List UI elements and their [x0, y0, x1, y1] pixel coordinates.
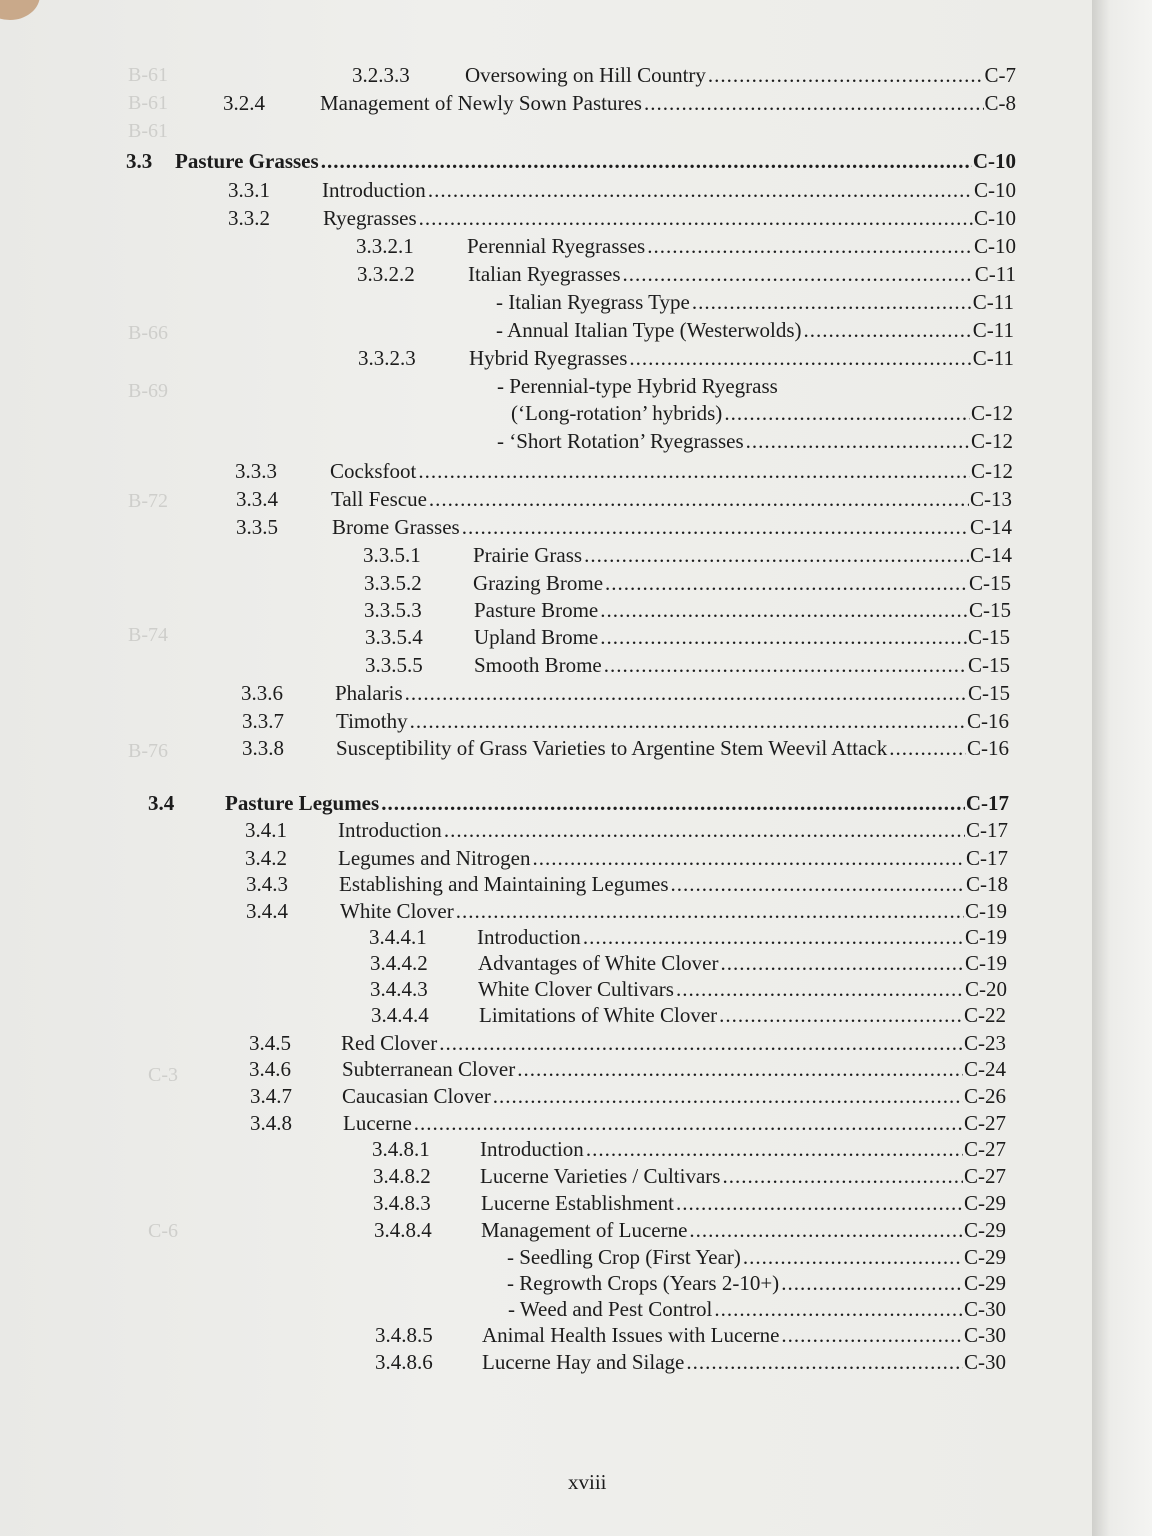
toc-entry-title: Lucerne — [343, 1111, 412, 1135]
toc-entry — [0, 1083, 1006, 1109]
dot-leader — [600, 597, 968, 623]
toc-entry-number: 3.4.8.1 — [372, 1137, 430, 1161]
toc-entry-page: C-14 — [970, 515, 1012, 539]
toc-entry — [0, 950, 1007, 976]
toc-entry-title: Italian Ryegrasses — [468, 262, 621, 286]
toc-entry-title: - Regrowth Crops (Years 2-10+) — [507, 1271, 780, 1295]
toc-entry-page: C-15 — [968, 625, 1010, 649]
toc-entry-number: 3.4.2 — [245, 846, 287, 870]
dot-leader — [629, 345, 971, 371]
toc-entry-title: Caucasian Clover — [342, 1084, 491, 1108]
dot-leader — [743, 1244, 963, 1270]
toc-entry-number: 3.4.3 — [246, 872, 288, 896]
toc-entry — [0, 177, 1016, 203]
toc-entry-number: 3.4.6 — [249, 1057, 291, 1081]
dot-leader — [584, 542, 969, 568]
toc-entry — [0, 90, 1016, 116]
show-through: B-61 — [128, 92, 168, 114]
toc-entry-number: 3.4.1 — [245, 818, 287, 842]
toc-entry-title: Upland Brome — [474, 625, 599, 649]
toc-entry-page: C-19 — [965, 951, 1007, 975]
toc-entry-number: 3.4.4.2 — [370, 951, 428, 975]
toc-entry-number: 3.3 — [126, 149, 153, 173]
toc-entry-title: Timothy — [336, 709, 408, 733]
toc-entry-page: C-19 — [965, 925, 1007, 949]
toc-entry-page: C-26 — [964, 1084, 1006, 1108]
toc-entry-number: 3.2.3.3 — [352, 63, 410, 87]
toc-entry — [0, 1002, 1006, 1028]
toc-entry — [0, 871, 1008, 897]
toc-entry-page: C-16 — [967, 709, 1009, 733]
page-number: xviii — [568, 1470, 607, 1494]
toc-entry-number: 3.3.5 — [236, 515, 278, 539]
toc-entry-number: 3.3.8 — [242, 736, 284, 760]
toc-entry-page: C-30 — [964, 1350, 1006, 1374]
toc-entry-number: 3.3.6 — [241, 681, 283, 705]
toc-entry — [0, 1030, 1006, 1056]
toc-entry — [0, 708, 1009, 734]
toc-entry-title: Hybrid Ryegrasses — [469, 346, 628, 370]
toc-entry-page: C-30 — [964, 1323, 1006, 1347]
toc-entry-title: Ryegrasses — [323, 206, 417, 230]
dot-leader — [586, 1136, 963, 1162]
dot-leader — [722, 1163, 963, 1189]
show-through: B-61 — [128, 64, 168, 86]
toc-entry — [0, 373, 1014, 399]
toc-entry — [0, 845, 1008, 871]
dot-leader — [720, 950, 964, 976]
toc-entry — [0, 1296, 1006, 1322]
toc-entry-title: Perennial Ryegrasses — [467, 234, 646, 258]
toc-entry-page: C-19 — [965, 899, 1007, 923]
toc-entry — [0, 1163, 1006, 1189]
dot-leader — [714, 1296, 963, 1322]
toc-entry-page: C-10 — [972, 149, 1016, 173]
dot-leader — [804, 317, 972, 343]
toc-entry-number: 3.4.4.3 — [370, 977, 428, 1001]
dot-leader — [583, 924, 964, 950]
toc-entry — [0, 735, 1009, 761]
toc-entry-title: White Clover — [340, 899, 454, 923]
dot-leader — [605, 570, 968, 596]
toc-entry — [0, 62, 1016, 88]
dot-leader — [462, 514, 969, 540]
dot-leader — [724, 400, 970, 426]
dot-leader — [600, 624, 967, 650]
show-through: B-69 — [128, 380, 168, 402]
dot-leader — [493, 1083, 963, 1109]
toc-entry-page: C-23 — [964, 1031, 1006, 1055]
toc-entry-title: - Seedling Crop (First Year) — [507, 1245, 741, 1269]
toc-entry-page: C-24 — [964, 1057, 1006, 1081]
toc-entry-page: C-10 — [974, 206, 1016, 230]
show-through: C-6 — [148, 1220, 178, 1242]
toc-entry-title: Management of Lucerne — [481, 1218, 688, 1242]
toc-entry-page: C-15 — [968, 681, 1010, 705]
toc-entry-title: - Annual Italian Type (Westerwolds) — [496, 318, 802, 342]
toc-entry-page: C-29 — [964, 1245, 1006, 1269]
dot-leader — [676, 1190, 963, 1216]
toc-entry-title: - Italian Ryegrass Type — [496, 290, 690, 314]
toc-entry-title: - Weed and Pest Control — [508, 1297, 713, 1321]
toc-entry-page: C-12 — [971, 429, 1013, 453]
toc-entry — [0, 289, 1014, 315]
toc-entry — [0, 624, 1010, 650]
toc-entry — [0, 1270, 1006, 1296]
toc-entry-page: C-8 — [984, 91, 1016, 115]
toc-entry-number: 3.4.8.3 — [373, 1191, 431, 1215]
toc-entry-number: 3.3.5.3 — [364, 598, 422, 622]
toc-entry-number: 3.4.8.2 — [373, 1164, 431, 1188]
toc-entry — [0, 924, 1007, 950]
toc-entry — [0, 514, 1012, 540]
dot-leader — [676, 976, 964, 1002]
toc-entry-title: Lucerne Hay and Silage — [482, 1350, 685, 1374]
toc-entry-page: C-11 — [972, 318, 1014, 342]
toc-entry-number: 3.3.5.4 — [365, 625, 423, 649]
toc-entry-page: C-14 — [970, 543, 1012, 567]
dot-leader — [623, 261, 974, 287]
toc-entry-number: 3.4.7 — [250, 1084, 292, 1108]
toc-entry — [0, 261, 1016, 287]
toc-entry-title: Prairie Grass — [473, 543, 583, 567]
toc-entry-title: - Perennial-type Hybrid Ryegrass — [497, 374, 778, 398]
toc-entry-number: 3.3.2.1 — [356, 234, 414, 258]
toc-entry — [0, 233, 1016, 259]
toc-entry-title: Grazing Brome — [473, 571, 604, 595]
toc-entry-title: Brome Grasses — [332, 515, 460, 539]
toc-entry — [0, 790, 1009, 816]
dot-leader — [410, 708, 966, 734]
toc-entry — [0, 542, 1012, 568]
show-through: B-72 — [128, 490, 168, 512]
toc-entry-title: Introduction — [322, 178, 426, 202]
dot-leader — [418, 458, 970, 484]
toc-entry — [0, 680, 1010, 706]
toc-entry-number: 3.3.2.3 — [358, 346, 416, 370]
toc-entry-title: Lucerne Varieties / Cultivars — [480, 1164, 721, 1188]
toc-entry-number: 3.3.5.5 — [365, 653, 423, 677]
toc-entry-title: Susceptibility of Grass Varieties to Argentine Stem Weevil Attack — [336, 736, 888, 760]
dot-leader — [444, 817, 965, 843]
toc-entry-title: Limitations of White Clover — [479, 1003, 718, 1027]
toc-entry-page: C-13 — [970, 487, 1012, 511]
toc-entry-title: Subterranean Clover — [342, 1057, 516, 1081]
toc-entry — [0, 1322, 1006, 1348]
toc-entry-title: Red Clover — [341, 1031, 438, 1055]
toc-entry-title: Phalaris — [335, 681, 403, 705]
toc-entry-number: 3.3.5.2 — [364, 571, 422, 595]
toc-entry — [0, 1244, 1006, 1270]
dot-leader — [381, 790, 965, 816]
toc-entry-number: 3.3.3 — [235, 459, 277, 483]
toc-entry-title: Lucerne Establishment — [481, 1191, 675, 1215]
toc-entry-page: C-7 — [984, 63, 1016, 87]
dot-leader — [405, 680, 967, 706]
toc-entry — [0, 817, 1008, 843]
show-through: B-76 — [128, 740, 168, 762]
dot-leader — [647, 233, 973, 259]
toc-entry — [0, 570, 1011, 596]
dot-leader — [321, 148, 972, 174]
toc-entry-number: 3.4.8.5 — [375, 1323, 433, 1347]
dot-leader — [746, 428, 970, 454]
toc-entry — [0, 317, 1014, 343]
toc-entry — [0, 1349, 1006, 1375]
dot-leader — [439, 1030, 963, 1056]
toc-entry-title: Animal Health Issues with Lucerne — [482, 1323, 780, 1347]
toc-entry — [0, 148, 1016, 174]
toc-entry-page: C-15 — [969, 571, 1011, 595]
toc-entry — [0, 345, 1014, 371]
toc-entry-page: C-30 — [964, 1297, 1006, 1321]
dot-leader — [532, 845, 965, 871]
toc-entry-title: - ‘Short Rotation’ Ryegrasses — [497, 429, 744, 453]
toc-entry-number: 3.4.4 — [246, 899, 288, 923]
toc-entry — [0, 486, 1012, 512]
toc-entry-page: C-29 — [964, 1271, 1006, 1295]
toc-entry-page: C-11 — [972, 346, 1014, 370]
dot-leader — [708, 62, 984, 88]
toc-entry-number: 3.3.2.2 — [357, 262, 415, 286]
toc-entry — [0, 205, 1016, 231]
dot-leader — [781, 1270, 963, 1296]
toc-entry-number: 3.3.2 — [228, 206, 270, 230]
toc-entry-page: C-10 — [974, 178, 1016, 202]
toc-entry-number: 3.3.4 — [236, 487, 278, 511]
toc-entry-page: C-17 — [966, 818, 1008, 842]
toc-entry-page: C-27 — [964, 1137, 1006, 1161]
toc-entry-page: C-29 — [964, 1218, 1006, 1242]
thumb — [0, 0, 40, 20]
toc-entry-page: C-29 — [964, 1191, 1006, 1215]
toc-entry-title: Pasture Grasses — [175, 149, 319, 173]
toc-entry-page: C-16 — [967, 736, 1009, 760]
toc-entry-page: C-10 — [974, 234, 1016, 258]
dot-leader — [604, 652, 967, 678]
toc-entry-number: 3.4.8.6 — [375, 1350, 433, 1374]
toc-entry-page: C-11 — [974, 262, 1016, 286]
toc-entry-number: 3.4.8 — [250, 1111, 292, 1135]
toc-entry-page: C-18 — [966, 872, 1008, 896]
toc-entry-title: Pasture Legumes — [225, 791, 380, 815]
toc-entry-page: C-17 — [966, 846, 1008, 870]
toc-entry-page: C-20 — [965, 977, 1007, 1001]
toc-entry-title: Management of Newly Sown Pastures — [320, 91, 642, 115]
dot-leader — [689, 1217, 963, 1243]
toc-entry-number: 3.4 — [148, 791, 175, 815]
toc-entry — [0, 1217, 1006, 1243]
dot-leader — [671, 871, 965, 897]
toc-entry — [0, 898, 1007, 924]
dot-leader — [456, 898, 964, 924]
show-through: B-74 — [128, 624, 168, 646]
show-through: B-66 — [128, 322, 168, 344]
dot-leader — [414, 1110, 963, 1136]
toc-entry-title: Pasture Brome — [474, 598, 599, 622]
toc-entry-title: Smooth Brome — [474, 653, 602, 677]
toc-entry-number: 3.3.7 — [242, 709, 284, 733]
toc-entry-number: 3.4.4.4 — [371, 1003, 429, 1027]
toc-entry-page: C-27 — [964, 1164, 1006, 1188]
dot-leader — [419, 205, 973, 231]
toc-entry-title: Introduction — [480, 1137, 584, 1161]
toc-entry-page: C-22 — [964, 1003, 1006, 1027]
toc-entry — [0, 652, 1010, 678]
toc-entry-title: Establishing and Maintaining Legumes — [339, 872, 669, 896]
toc-entry — [0, 428, 1013, 454]
toc-entry-page: C-11 — [972, 290, 1014, 314]
toc-entry-number: 3.3.1 — [228, 178, 270, 202]
dot-leader — [719, 1002, 963, 1028]
dot-leader — [644, 90, 984, 116]
dot-leader — [517, 1056, 963, 1082]
toc-entry-number: 3.2.4 — [223, 91, 265, 115]
toc-entry — [0, 400, 1013, 426]
toc-entry-number: 3.4.5 — [249, 1031, 291, 1055]
toc-entry-title: Introduction — [477, 925, 581, 949]
toc-entry-title: Advantages of White Clover — [478, 951, 719, 975]
toc-entry-number: 3.3.5.1 — [363, 543, 421, 567]
toc-entry — [0, 976, 1007, 1002]
toc-entry-title: White Clover Cultivars — [478, 977, 674, 1001]
toc-entry-title: Tall Fescue — [331, 487, 427, 511]
toc-entry — [0, 1110, 1006, 1136]
toc-entry-page: C-12 — [971, 459, 1013, 483]
toc-entry-title: Cocksfoot — [330, 459, 417, 483]
toc-entry — [0, 1136, 1006, 1162]
dot-leader — [889, 735, 966, 761]
dot-leader — [429, 486, 969, 512]
toc-entry-number: 3.4.4.1 — [369, 925, 427, 949]
toc-entry-page: C-15 — [969, 598, 1011, 622]
show-through: C-3 — [148, 1064, 178, 1086]
next-page-edge — [1092, 0, 1152, 1536]
toc-entry-title: Legumes and Nitrogen — [338, 846, 531, 870]
toc-entry-page: C-27 — [964, 1111, 1006, 1135]
toc-entry — [0, 458, 1013, 484]
toc-entry-title: (‘Long-rotation’ hybrids) — [511, 401, 723, 425]
show-through: B-61 — [128, 120, 168, 142]
toc-entry-number: 3.4.8.4 — [374, 1218, 432, 1242]
toc-entry — [0, 1190, 1006, 1216]
toc-entry-title: Introduction — [338, 818, 442, 842]
dot-leader — [781, 1322, 963, 1348]
dot-leader — [428, 177, 973, 203]
toc-entry-page: C-12 — [971, 401, 1013, 425]
dot-leader — [686, 1349, 963, 1375]
dot-leader — [692, 289, 972, 315]
toc-entry-page: C-15 — [968, 653, 1010, 677]
toc-entry-title: Oversowing on Hill Country — [465, 63, 706, 87]
toc-entry-page: C-17 — [965, 791, 1009, 815]
toc-entry — [0, 1056, 1006, 1082]
toc-entry — [0, 597, 1011, 623]
